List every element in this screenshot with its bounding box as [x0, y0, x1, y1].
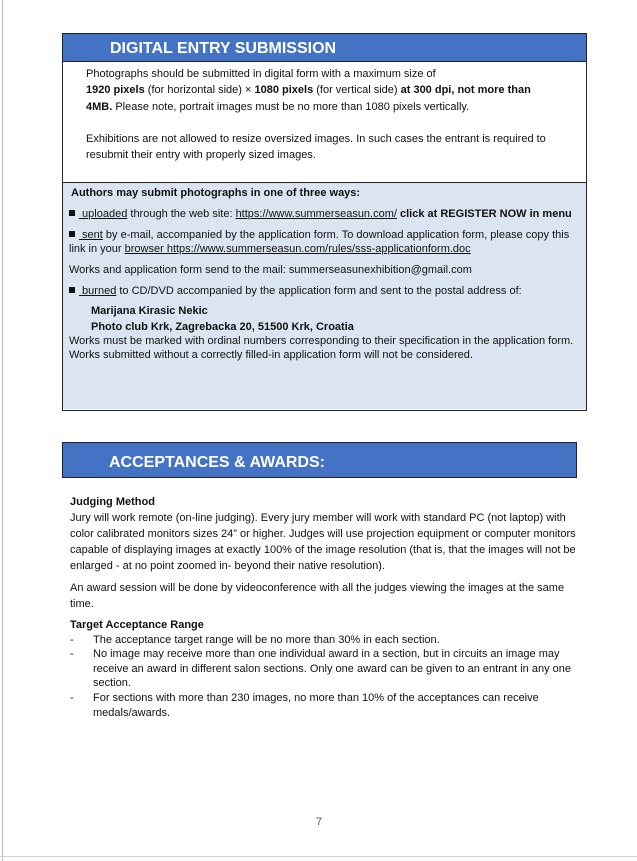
dash-bullet: -: [70, 691, 74, 704]
resize-note: Exhibitions are not allowed to resize oversized images. In such cases the entrant is required to resubmit their entry with properly sized images.: [86, 132, 546, 162]
file-size-value: 4MB.: [86, 100, 113, 113]
ways-heading: Authors may submit photographs in one of three ways:: [71, 187, 361, 199]
range-item-text: The acceptance target range will be no more than 30% in each section.: [93, 633, 440, 646]
mail-line: Works and application form send to the mail: summerseasunexhibition@gmail.com: [69, 264, 472, 276]
range-item-text: No image may receive more than one individual award in a section, but in circuits an image may receive an award in different salon sections. Only one award can be given to an entrant in any one section.: [93, 648, 571, 690]
submission-ways: [63, 183, 586, 409]
dpi-value: at 300 dpi, not more than: [400, 84, 531, 97]
email-option: [69, 228, 580, 256]
page-left-edge: [2, 0, 3, 861]
bullet-square-icon: [69, 231, 75, 237]
size-requirements: [86, 66, 580, 115]
upload-label: uploaded: [79, 208, 128, 220]
judging-method: [70, 494, 580, 612]
judging-heading: Judging Method: [70, 496, 155, 508]
upload-text: through the web site:: [127, 208, 236, 220]
portrait-note: Please note, portrait images must be no more than 1080 pixels vertically.: [112, 100, 470, 113]
list-item: [70, 691, 580, 720]
size-text: Photographs should be submitted in digital form with a maximum size of: [86, 68, 436, 80]
digital-entry-box: [62, 33, 587, 411]
cd-option: [69, 284, 580, 298]
email-text: by e-mail, accompanied by the application form. To download application form, please copy this link in your: [69, 229, 570, 255]
range-item-text: For sections with more than 230 images, no more than 10% of the acceptances can receive medals/awards.: [93, 691, 539, 719]
register-now-note: click at REGISTER NOW in menu: [396, 208, 572, 220]
height-value: 1080 pixels: [254, 84, 314, 97]
height-note: (for vertical side): [313, 84, 401, 97]
target-acceptance-range: [70, 618, 580, 720]
judging-paragraph: Jury will work remote (on-line judging). Every jury member will work with standard PC (not laptop) with color calibrated monitors sizes 24” or higher. Judges will use projection equipment or computer monitors capable of displaying images at exactly 100% of the image resolution (that is, that the images will not be enlarged - at no point zoomed in- beyond their native resolution).: [70, 512, 576, 572]
address-street: Photo club Krk, Zagrebacka 20, 51500 Krk, Croatia: [91, 321, 354, 333]
cd-label: burned: [79, 285, 117, 297]
list-item: [70, 633, 580, 648]
width-note: (for horizontal side) ×: [144, 84, 255, 97]
range-heading: Target Acceptance Range: [70, 619, 204, 631]
digital-entry-title: DIGITAL ENTRY SUBMISSION: [63, 34, 586, 62]
application-form-link[interactable]: browser https://www.summerseasun.com/rules/sss-applicationform.doc: [124, 243, 471, 255]
dash-bullet: -: [70, 633, 74, 646]
list-item: [70, 647, 580, 691]
award-session-paragraph: An award session will be done by videoconference with all the judges viewing the images at the same time.: [70, 582, 565, 610]
website-link[interactable]: https://www.summerseasun.com/: [235, 208, 397, 220]
upload-option: [69, 207, 580, 221]
address-name: Marijana Kirasic Nekic: [91, 305, 208, 317]
width-value: 1920 pixels: [86, 84, 145, 97]
acceptances-awards-title: ACCEPTANCES & AWARDS:: [62, 442, 577, 478]
dash-bullet: -: [70, 648, 74, 661]
marking-note: Works must be marked with ordinal numbers corresponding to their specification in the application form. Works submitted without a correctly filled-in application form will not be considered.: [69, 335, 574, 361]
page-number: 7: [316, 816, 323, 828]
email-label: sent: [79, 229, 103, 241]
bullet-square-icon: [69, 287, 75, 293]
cd-text: to CD/DVD accompanied by the application form and sent to the postal address of:: [116, 285, 522, 297]
digital-entry-intro: [63, 62, 586, 183]
page-bottom-edge: [0, 856, 637, 857]
bullet-square-icon: [69, 210, 75, 216]
